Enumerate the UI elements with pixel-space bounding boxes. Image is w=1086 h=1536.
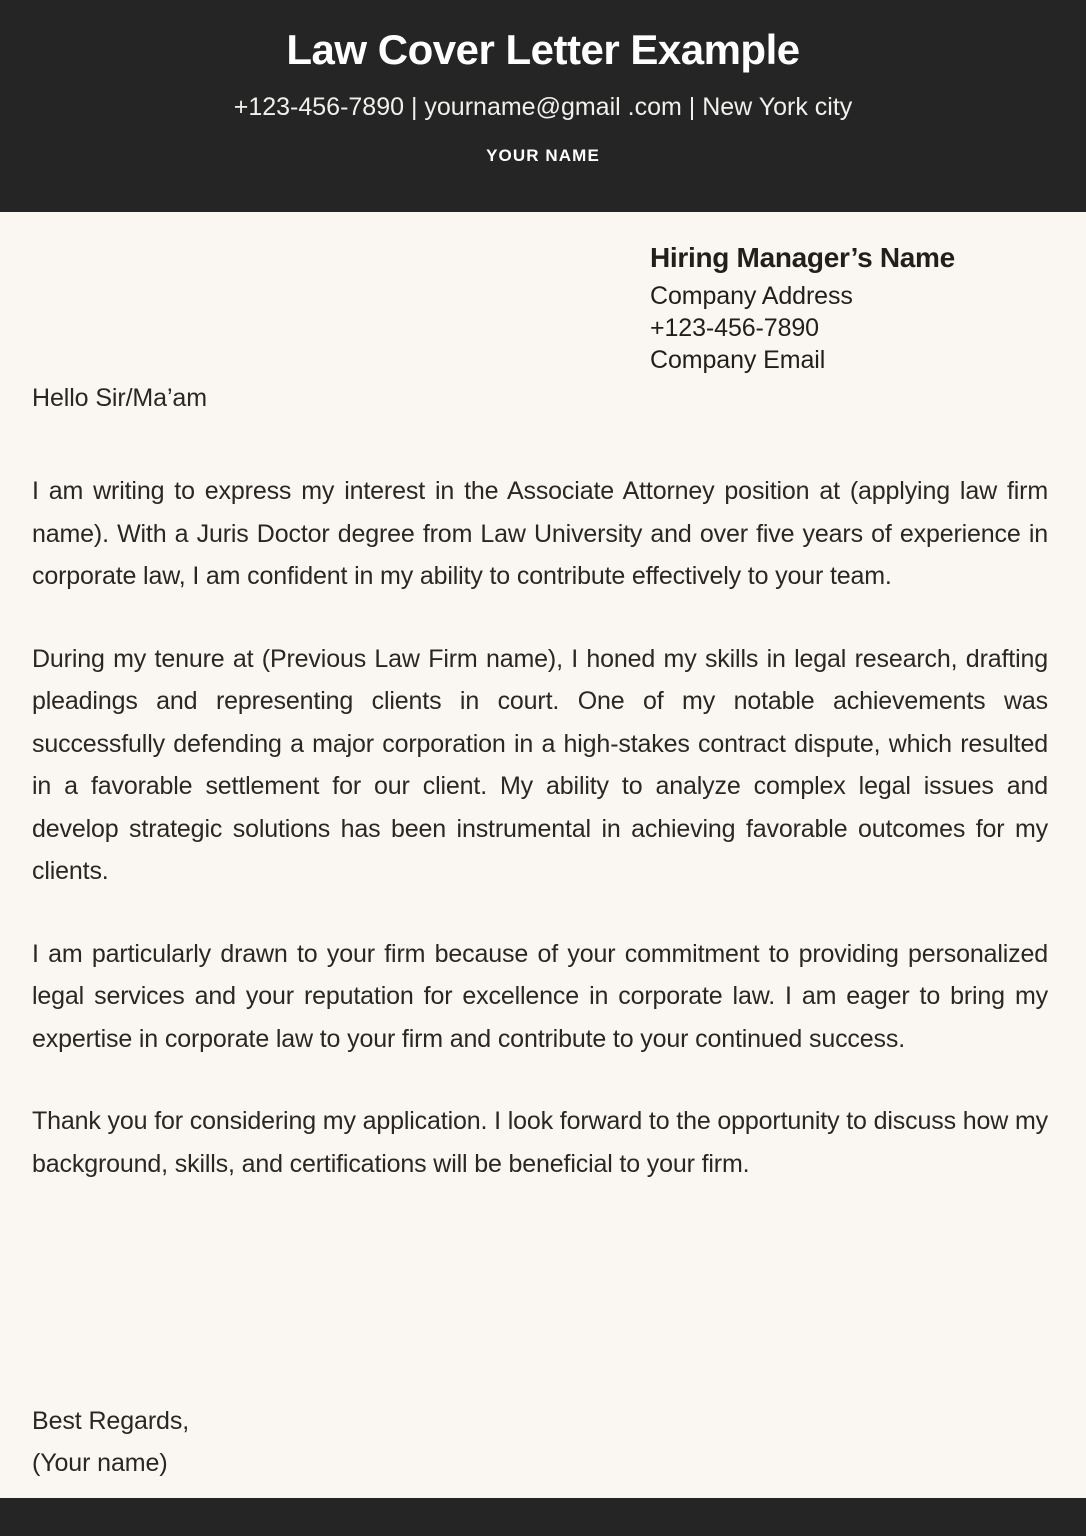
letter-signoff bbox=[32, 1400, 1048, 1484]
letter-body bbox=[0, 212, 1086, 1498]
document-header-band bbox=[0, 0, 1086, 212]
recipient-name: Hiring Manager’s Name bbox=[650, 242, 955, 273]
letter-paragraph: I am particularly drawn to your firm because of your commitment to providing personalized legal services and your reputation for excellence in corporate law. I am eager to bring my expertise in corporate law to your firm and contribute to your continued success. bbox=[32, 939, 1048, 1053]
recipient-address: Company Address bbox=[650, 281, 853, 310]
sender-contact-line: +123-456-7890 | yourname@gmail .com | New York city bbox=[233, 93, 853, 122]
letter-greeting: Hello Sir/Ma’am bbox=[32, 384, 207, 412]
recipient-phone: +123-456-7890 bbox=[650, 313, 819, 342]
letter-signature: (Your name) bbox=[32, 1449, 168, 1477]
letter-paragraph: I am writing to express my interest in the Associate Attorney position at (applying law firm name). With a Juris Doctor degree from Law University and over five years of experience in corporate law, I am confident in my ability to contribute effectively to your team. bbox=[32, 477, 1048, 590]
document-footer-band bbox=[0, 1498, 1086, 1536]
letter-closing: Best Regards, bbox=[32, 1407, 190, 1435]
page-title: Law Cover Letter Example bbox=[286, 26, 800, 73]
letter-paragraph: Thank you for considering my application. I look forward to the opportunity to discuss how my background, skills, and certifications will be beneficial to your firm. bbox=[32, 1107, 1048, 1178]
recipient-email: Company Email bbox=[650, 345, 826, 374]
sender-name: YOUR NAME bbox=[486, 146, 600, 166]
recipient-address-block bbox=[650, 240, 955, 376]
letter-paragraphs bbox=[32, 470, 1048, 1185]
letter-paragraph: During my tenure at (Previous Law Firm name), I honed my skills in legal research, drafting pleadings and representing clients in court. One of my notable achievements was successfully defending a major corporation in a high-stakes contract dispute, which resulted in a favorable settlement for our client. My ability to analyze complex legal issues and develop strategic solutions has been instrumental in achieving favorable outcomes for my clients. bbox=[32, 644, 1048, 885]
